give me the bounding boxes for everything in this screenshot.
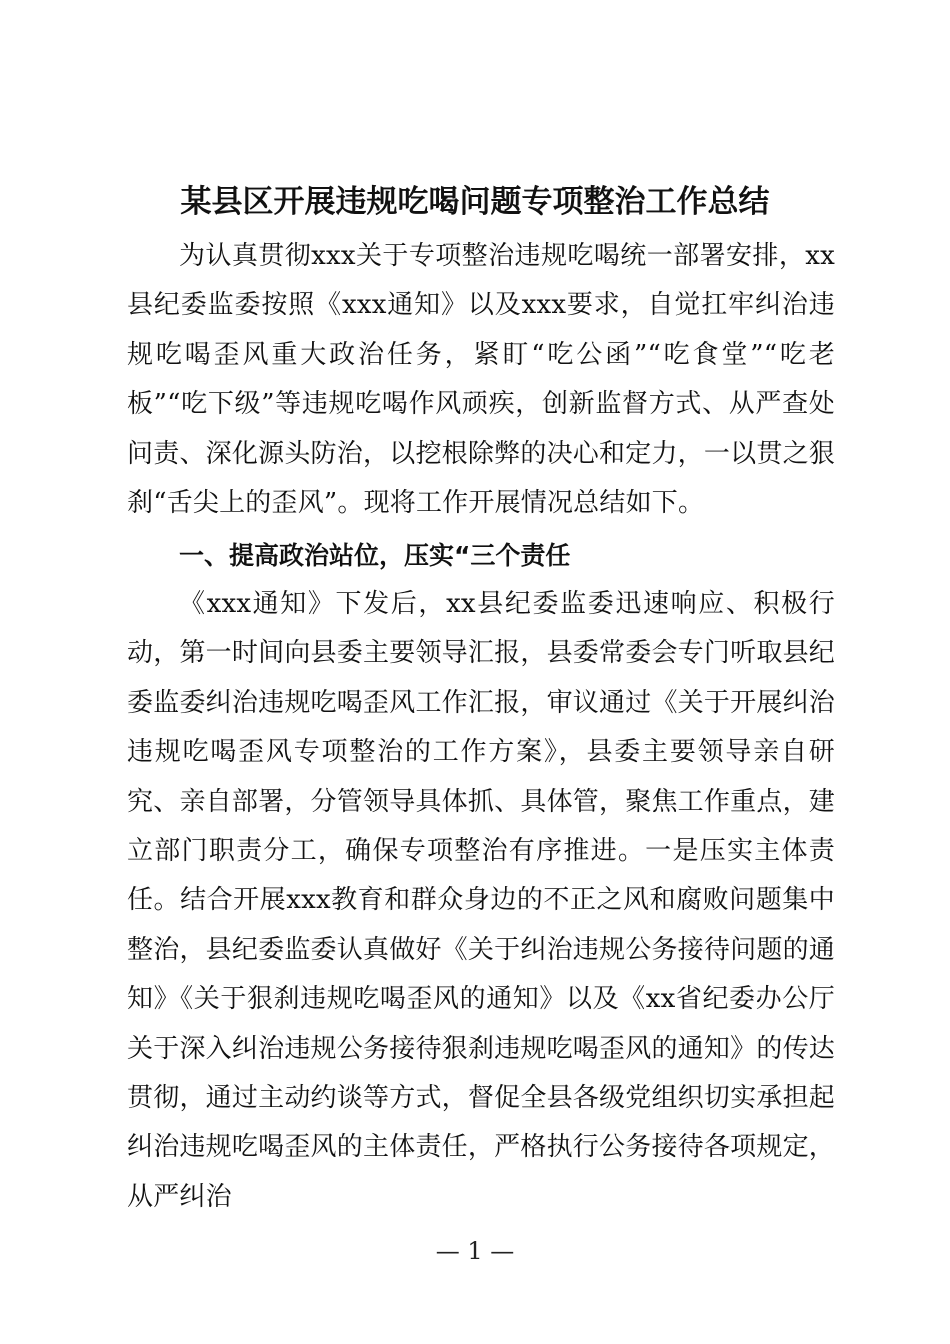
document-title: 某县区开展违规吃喝问题专项整治工作总结 xyxy=(180,184,770,220)
section-heading-1: 一、提高政治站位，压实“三个责任 xyxy=(179,541,571,570)
section-1-paragraph: 《xxx通知》下发后，xx县纪委监委迅速响应、积极行动，第一时间向县委主要领导汇报，县委常委会专门听取县纪委监委纠治违规吃喝歪风工作汇报，审议通过《关于开展纠治违规吃喝歪风专项整治的工作方案》，县委主要领导亲自研究、亲自部署，分管领导具体抓、具体管，聚焦工作重点，建立部门职责分工，确保专项整治有序推进。一是压实主体责任。结合开展xxx教育和群众身边的不正之风和腐败问题集中整治，县纪委监委认真做好《关于纠治违规公务接待问题的通知》《关于狠刹违规吃喝歪风的通知》以及《xx省纪委办公厅关于深入纠治违规公务接待狠刹违规吃喝歪风的通知》的传达贯彻，通过主动约谈等方式，督促全县各级党组织切实承担起纠治违规吃喝歪风的主体责任，严格执行公务接待各项规定，从严纠治 xyxy=(127,589,835,1212)
page-number: — 1 — xyxy=(435,1237,515,1265)
intro-paragraph: 为认真贯彻xxx关于专项整治违规吃喝统一部署安排，xx县纪委监委按照《xxx通知》以及xxx要求，自觉扛牢纠治违规吃喝歪风重大政治任务，紧盯“吃公函”“吃食堂”“吃老板”“吃下级”等违规吃喝作风顽疾，创新监督方式、从严查处问责、深化源头防治，以挖根除弊的决心和定力，一以贯之狠刹“舌尖上的歪风”。现将工作开展情况总结如下。 xyxy=(127,241,835,519)
